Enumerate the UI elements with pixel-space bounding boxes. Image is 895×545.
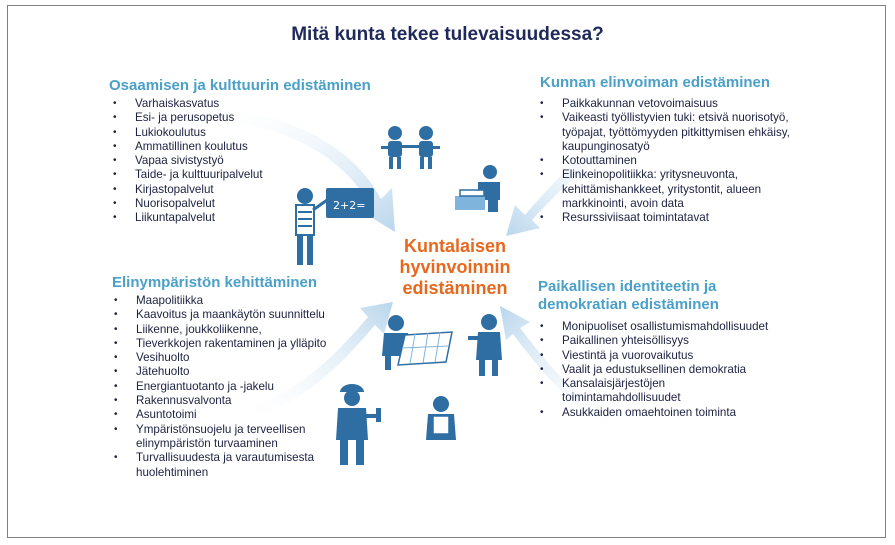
list-item: • Ammatillinen koulutus xyxy=(109,140,329,154)
list-item: • Varhaiskasvatus xyxy=(109,97,329,111)
heading-municipal-vitality: Kunnan elinvoiman edistäminen xyxy=(540,74,771,91)
page-title: Mitä kunta tekee tulevaisuudessa? xyxy=(291,24,604,45)
list-item: • Nuorisopalvelut xyxy=(109,197,329,211)
heading-education-culture: Osaamisen ja kulttuurin edistäminen xyxy=(109,77,371,94)
heading-living-environment: Elinympäristön kehittäminen xyxy=(112,274,318,291)
list-item: • Maapolitiikka xyxy=(110,294,330,308)
list-item: • Liikenne, joukkoliikenne, xyxy=(110,323,330,337)
heading-line: demokratian edistäminen xyxy=(538,296,719,313)
heading-line: Paikallisen identiteetin ja xyxy=(538,278,717,295)
list-item: • Paikallinen yhteisöllisyys xyxy=(536,334,786,348)
planner-icon xyxy=(382,315,452,370)
list-item: • Vaalit ja edustuksellinen demokratia xyxy=(536,363,786,377)
list-item: • Tieverkkojen rakentaminen ja ylläpito xyxy=(110,337,330,351)
list-item: • Liikuntapalvelut xyxy=(109,211,329,225)
center-label-line: Kuntalaisen xyxy=(403,236,507,256)
center-label-line: edistäminen xyxy=(402,278,508,298)
svg-text:2+2=: 2+2= xyxy=(333,199,366,212)
list-item: • Vaikeasti työllistyvien tuki: etsivä nuorisotyö, työpajat, työttömyyden pitkittymisen ehkäisy, kaupunginosatyö xyxy=(536,111,806,154)
list-item: • Resurssiviisaat toimintatavat xyxy=(536,211,806,225)
list-item: • Rakennusvalvonta xyxy=(110,394,330,408)
list-education-culture xyxy=(109,97,329,226)
list-municipal-vitality xyxy=(536,97,806,226)
list-living-environment xyxy=(110,294,330,480)
children-icon xyxy=(381,126,440,169)
list-item: • Asuntotoimi xyxy=(110,408,330,422)
list-item: • Lukiokoulutus xyxy=(109,126,329,140)
office-person-icon xyxy=(426,396,456,440)
list-item: • Kirjastopalvelut xyxy=(109,183,329,197)
list-item: • Monipuoliset osallistumismahdollisuudet xyxy=(536,320,786,334)
list-item: • Esi- ja perusopetus xyxy=(109,111,329,125)
list-item: • Energiantuotanto ja -jakelu xyxy=(110,380,330,394)
speaker-icon xyxy=(468,314,502,376)
worker-icon xyxy=(336,384,381,465)
center-label xyxy=(360,236,550,299)
heading-identity-democracy xyxy=(538,278,719,314)
list-item: • Kansalaisjärjestöjen toimintamahdollisuudet xyxy=(536,377,786,406)
list-item: • Vapaa sivistystyö xyxy=(109,154,329,168)
list-item: • Taide- ja kulttuuripalvelut xyxy=(109,168,329,182)
list-item: • Turvallisuudesta ja varautumisesta huolehtiminen xyxy=(110,451,330,480)
list-item: • Viestintä ja vuorovaikutus xyxy=(536,349,786,363)
list-item: • Vesihuolto xyxy=(110,351,330,365)
list-item: • Kotouttaminen xyxy=(536,154,806,168)
list-item: • Ympäristönsuojelu ja terveellisen elinympäristön turvaaminen xyxy=(110,423,330,452)
list-item: • Jätehuolto xyxy=(110,365,330,379)
center-label-line: hyvinvoinnin xyxy=(399,257,511,277)
list-identity-democracy xyxy=(536,320,786,420)
list-item: • Elinkeinopolitiikka: yritysneuvonta, kehittämishankkeet, yritystontit, alueen markkinointi, avoin data xyxy=(536,168,806,211)
desk-worker-icon xyxy=(455,165,500,212)
list-item: • Asukkaiden omaehtoinen toiminta xyxy=(536,406,786,420)
list-item: • Kaavoitus ja maankäytön suunnittelu xyxy=(110,308,330,322)
list-item: • Paikkakunnan vetovoimaisuus xyxy=(536,97,806,111)
